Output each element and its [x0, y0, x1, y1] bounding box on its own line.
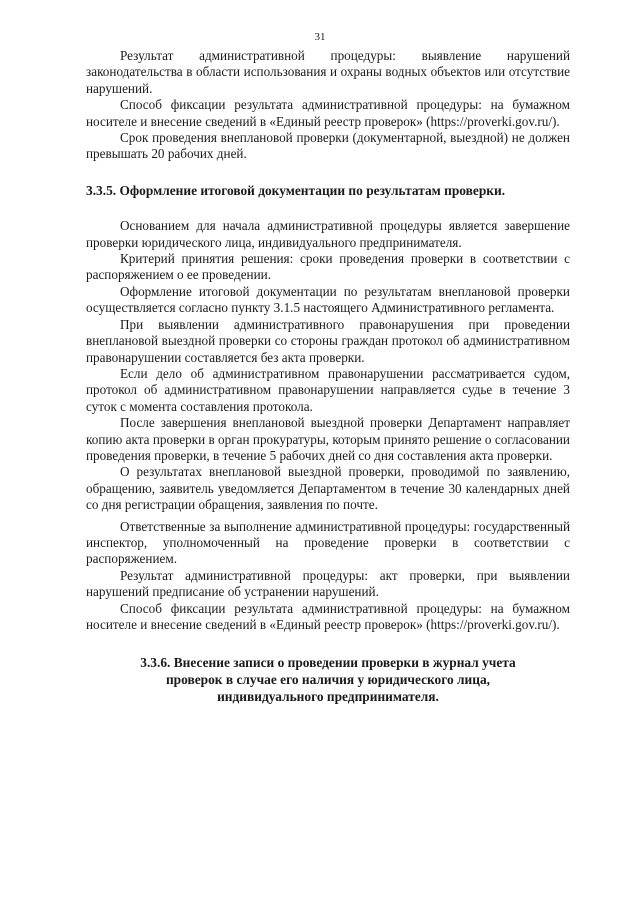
- paragraph: Срок проведения внеплановой проверки (документарной, выездной) не должен превышать 20 рабочих дней.: [86, 130, 570, 162]
- paragraph: О результатах внеплановой выездной проверки, проводимой по заявлению, обращению, заявитель уведомляется Департаментом в течение 30 календарных дней со дня регистрации обращения, заявления по почте.: [86, 464, 570, 513]
- paragraph: После завершения внеплановой выездной проверки Департамент направляет копию акта проверки в орган прокуратуры, которым принято решение о согласовании проведения проверки, в течение 5 рабочих дней со дня составления акта проверки.: [86, 415, 570, 463]
- section-heading-3-3-5: 3.3.5. Оформление итоговой документации по результатам проверки.: [86, 182, 506, 198]
- heading-line: индивидуального предпринимателя.: [217, 688, 439, 704]
- paragraph: Способ фиксации результата административной процедуры: на бумажном носителе и внесение сведений в «Единый реестр проверок» (https://proverki.gov.ru/).: [86, 97, 570, 129]
- section-heading-3-3-6: [86, 655, 570, 705]
- paragraph: Ответственные за выполнение административной процедуры: государственный инспектор, уполномоченный на проведение проверки в соответствии с распоряжением.: [86, 518, 570, 567]
- paragraph: При выявлении административного правонарушения при проведении внеплановой выездной проверки со стороны граждан протокол об административном правонарушении составляется без акта проверки.: [86, 316, 570, 365]
- paragraph: Если дело об административном правонарушении рассматривается судом, протокол об административном правонарушении направляется судье в течение 3 суток с момента составления протокола.: [86, 365, 570, 414]
- page-number: 31: [314, 31, 326, 43]
- heading-line: проверок в случае его наличия у юридического лица,: [165, 672, 491, 687]
- heading-line: 3.3.6. Внесение записи о проведении проверки в журнал учета: [140, 655, 516, 671]
- paragraph: Результат административной процедуры: акт проверки, при выявлении нарушений предписание об устранении нарушений.: [86, 567, 570, 600]
- paragraph: Результат административной процедуры: выявление нарушений законодательства в области использования и охраны водных объектов или отсутствие нарушений.: [86, 48, 570, 96]
- paragraph: Основанием для начала административной процедуры является завершение проверки юридического лица, индивидуального предпринимателя.: [86, 218, 570, 250]
- paragraph: Способ фиксации результата административной процедуры: на бумажном носителе и внесение сведений в «Единый реестр проверок» (https://proverki.gov.ru/).: [86, 600, 570, 632]
- document-body: [86, 48, 570, 705]
- paragraph: Критерий принятия решения: сроки проведения проверки в соответствии с распоряжением о ее проведении.: [86, 251, 570, 283]
- paragraph: Оформление итоговой документации по результатам внеплановой проверки осуществляется согласно пункту 3.1.5 настоящего Административного регламента.: [86, 283, 570, 316]
